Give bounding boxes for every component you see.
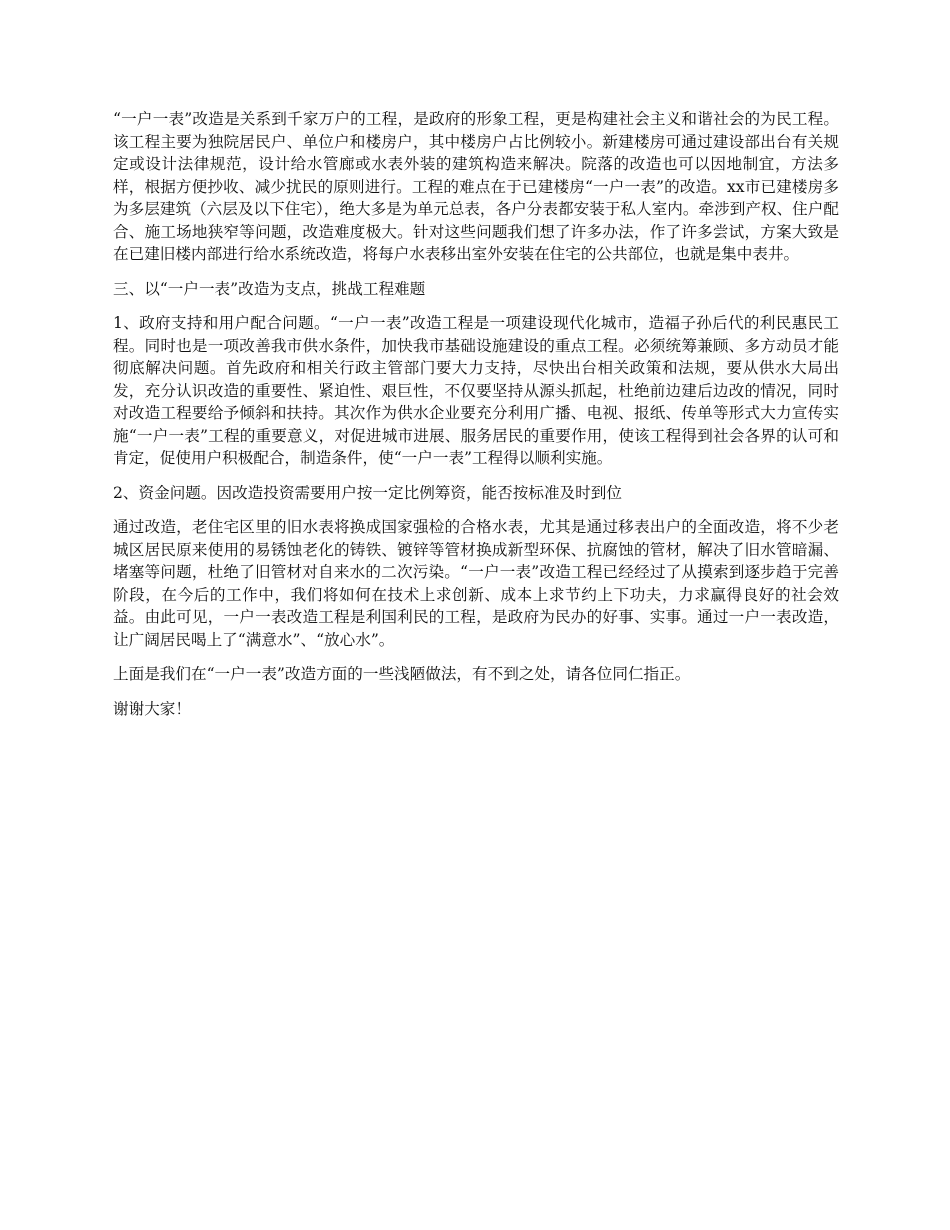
paragraph-closing-remark: 上面是我们在“一户一表”改造方面的一些浅陋做法，有不到之处，请各位同仁指正。 [113, 665, 691, 683]
paragraph-funding-issue: 2、资金问题。因改造投资需要用户按一定比例筹资，能否按标准及时到位 [113, 483, 622, 502]
paragraph-government-support: 1、政府支持和用户配合问题。“一户一表”改造工程是一项建设现代化城市，造福子孙后代的利民惠民工程。同时也是一项改善我市供水条件，加快我市基础设施建设的重点工程。必须统筹兼顾、多方动员才能彻底解决问题。首先政府和相关行政主管部门要大力支持，尽快出台相关政策和法规，要从供水大局出发，充分认识改造的重要性、紧迫性、艰巨性，不仅要坚持从源头抓起，杜绝前边建后边改的情况，同时对改造工程要给予倾斜和扶持。其次作为供水企业要充分利用广播、电视、报纸、传单等形式大力宣传实施“一户一表”工程的重要意义，对促进城市进展、服务居民的重要作用，使该工程得到社会各界的认可和肯定，促使用户积极配合，制造条件，使“一户一表”工程得以顺利实施。 [113, 314, 839, 467]
document-body [113, 108, 839, 732]
section-heading-three: 三、以“一户一表”改造为支点，挑战工程难题 [113, 279, 426, 298]
paragraph-intro: “一户一表”改造是关系到千家万户的工程，是政府的形象工程，更是构建社会主义和谐社会的为民工程。该工程主要为独院居民户、单位户和楼房户，其中楼房户占比例较小。新建楼房可通过建设部出台有关规定或设计法律规范，设计给水管廊或水表外装的建筑构造来解决。院落的改造也可以因地制宜，方法多样，根据方便抄收、减少扰民的原则进行。工程的难点在于已建楼房“一户一表”的改造。xx市已建楼房多为多层建筑（六层及以下住宅），绝大多是为单元总表，各户分表都安装于私人室内。牵涉到产权、住户配合、施工场地狭窄等问题，改造难度极大。针对这些问题我们想了许多办法，作了许多尝试，方案大致是在已建旧楼内部进行给水系统改造，将每户水表移出室外安装在住宅的公共部位，也就是集中表井。 [113, 110, 839, 263]
paragraph-thanks: 谢谢大家！ [113, 699, 191, 718]
paragraph-renovation-results: 通过改造，老住宅区里的旧水表将换成国家强检的合格水表，尤其是通过移表出户的全面改造，将不少老城区居民原来使用的易锈蚀老化的铸铁、镀锌等管材换成新型环保、抗腐蚀的管材，解决了旧水管暗漏、堵塞等问题，杜绝了旧管材对自来水的二次污染。“一户一表”改造工程已经经过了从摸索到逐步趋于完善阶段，在今后的工作中，我们将如何在技术上求创新、成本上求节约上下功夫，力求赢得良好的社会效益。由此可见，一户一表改造工程是利国利民的工程，是政府为民办的好事、实事。通过一户一表改造，让广阔居民喝上了“满意水”、“放心水”。 [113, 518, 839, 649]
